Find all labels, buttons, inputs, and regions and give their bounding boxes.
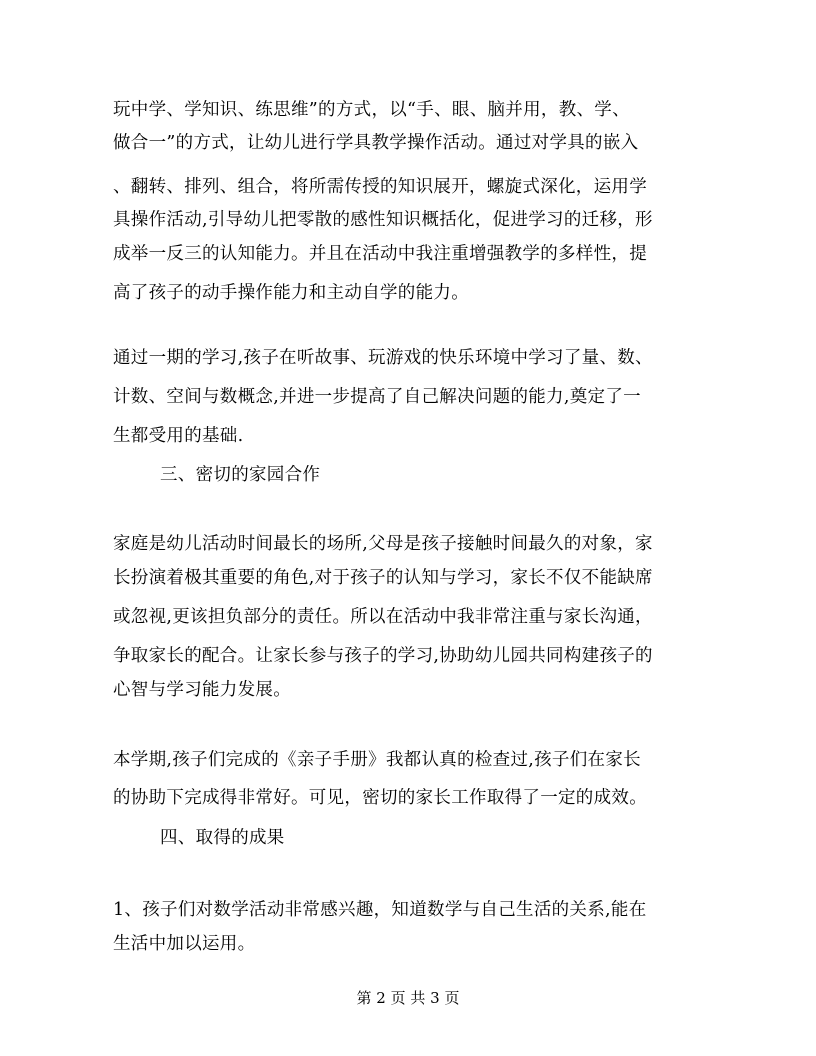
paragraph-1-line-5: 成举一反三的认知能力。并且在活动中我注重增强教学的多样性，提 — [113, 244, 647, 264]
paragraph-2-line-3: 生都受用的基础. — [113, 426, 244, 446]
paragraph-3-line-5: 心智与学习能力发展。 — [113, 680, 291, 700]
paragraph-4-line-2: 的协助下完成得非常好。可见，密切的家长工作取得了一定的成效。 — [113, 788, 647, 808]
paragraph-1-line-3: 、翻转、排列、组合，将所需传授的知识展开，螺旋式深化，运用学 — [113, 177, 647, 197]
paragraph-2-line-2: 计数、空间与数概念,并进一步提高了自己解决问题的能力,奠定了一 — [113, 387, 641, 407]
paragraph-1-line-1: 玩中学、学知识、练思维”的方式，以“手、眼、脑并用，教、学、 — [113, 100, 630, 120]
paragraph-1-line-6: 高了孩子的动手操作能力和主动自学的能力。 — [113, 283, 469, 303]
paragraph-2-line-1: 通过一期的学习,孩子在听故事、玩游戏的快乐环境中学习了量、数、 — [113, 348, 653, 368]
paragraph-5-line-2: 生活中加以运用。 — [113, 934, 256, 954]
paragraph-3-line-2: 长扮演着极其重要的角色,对于孩子的认知与学习，家长不仅不能缺席 — [113, 568, 653, 588]
paragraph-1-line-4: 具操作活动,引导幼儿把零散的感性知识概括化，促进学习的迁移，形 — [113, 210, 653, 230]
paragraph-3-line-4: 争取家长的配合。让家长参与孩子的学习,协助幼儿园共同构建孩子的 — [113, 646, 653, 666]
paragraph-3-line-3: 或忽视,更该担负部分的责任。所以在活动中我非常注重与家长沟通， — [113, 607, 653, 627]
page-number-footer: 第 2 页 共 3 页 — [356, 989, 460, 1007]
section-heading-3: 三、密切的家园合作 — [160, 465, 321, 485]
section-heading-4: 四、取得的成果 — [160, 828, 285, 848]
paragraph-4-line-1: 本学期,孩子们完成的《亲子手册》我都认真的检查过,孩子们在家长 — [113, 750, 641, 770]
paragraph-5-line-1: 1、孩子们对数学活动非常感兴趣，知道数学与自己生活的关系,能在 — [113, 900, 647, 920]
paragraph-1-line-2: 做合一”的方式，让幼儿进行学具教学操作活动。通过对学具的嵌入 — [113, 133, 639, 153]
paragraph-3-line-1: 家庭是幼儿活动时间最长的场所,父母是孩子接触时间最久的对象，家 — [113, 534, 653, 554]
